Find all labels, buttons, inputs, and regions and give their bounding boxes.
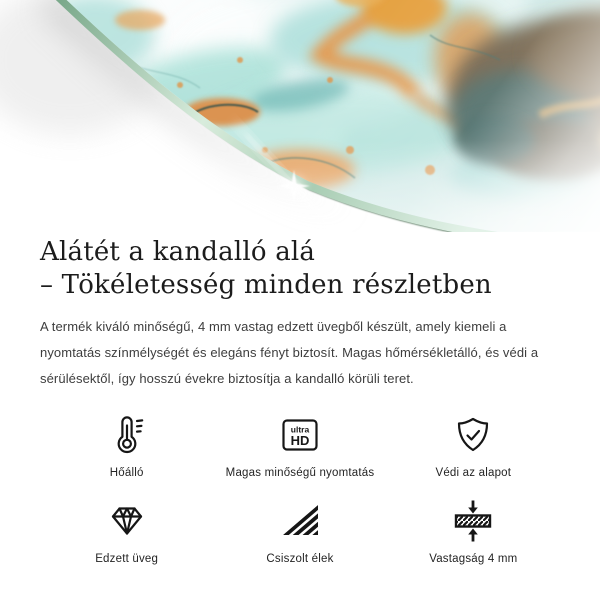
thickness-icon	[450, 498, 496, 544]
shield-check-icon	[450, 412, 496, 458]
feature-polished-edges	[213, 498, 386, 566]
feature-heat-resistant	[40, 412, 213, 480]
feature-ultra-hd-print	[213, 412, 386, 480]
feature-label: Edzett üveg	[95, 553, 159, 565]
product-description-section	[0, 236, 600, 566]
glass-pad-illustration	[0, 0, 600, 232]
title-line-2: – Tökéletesség minden részletben	[40, 270, 492, 300]
feature-grid	[40, 412, 560, 566]
svg-text:HD: HD	[290, 433, 310, 448]
feature-label: Vastagság 4 mm	[429, 553, 518, 565]
feature-tempered-glass	[40, 498, 213, 566]
feature-label: Csiszolt élek	[266, 553, 334, 565]
product-intro-text: A termék kiváló minőségű, 4 mm vastag edzett üvegből készült, amely kiemeli a nyomtatás színmélységét és elegáns fényt biztosít. Magas hőmérsékletálló, és védi a sérülésektől, így hosszú évekre biztosítja a kandalló körüli teret.	[40, 319, 539, 386]
feature-label: Hőálló	[109, 467, 144, 479]
feature-label: Magas minőségű nyomtatás	[225, 467, 375, 479]
feature-thickness	[387, 498, 560, 566]
feature-label: Védi az alapot	[435, 467, 512, 479]
page-title	[40, 236, 560, 302]
ultra-hd-icon	[277, 412, 323, 458]
feature-protects-base	[387, 412, 560, 480]
polished-edges-icon	[277, 498, 323, 544]
thermometer-icon	[104, 412, 150, 458]
svg-text:ultra: ultra	[290, 424, 310, 435]
diamond-icon	[104, 498, 150, 544]
product-photo	[0, 0, 600, 232]
title-line-1: Alátét a kandalló alá	[40, 237, 316, 267]
